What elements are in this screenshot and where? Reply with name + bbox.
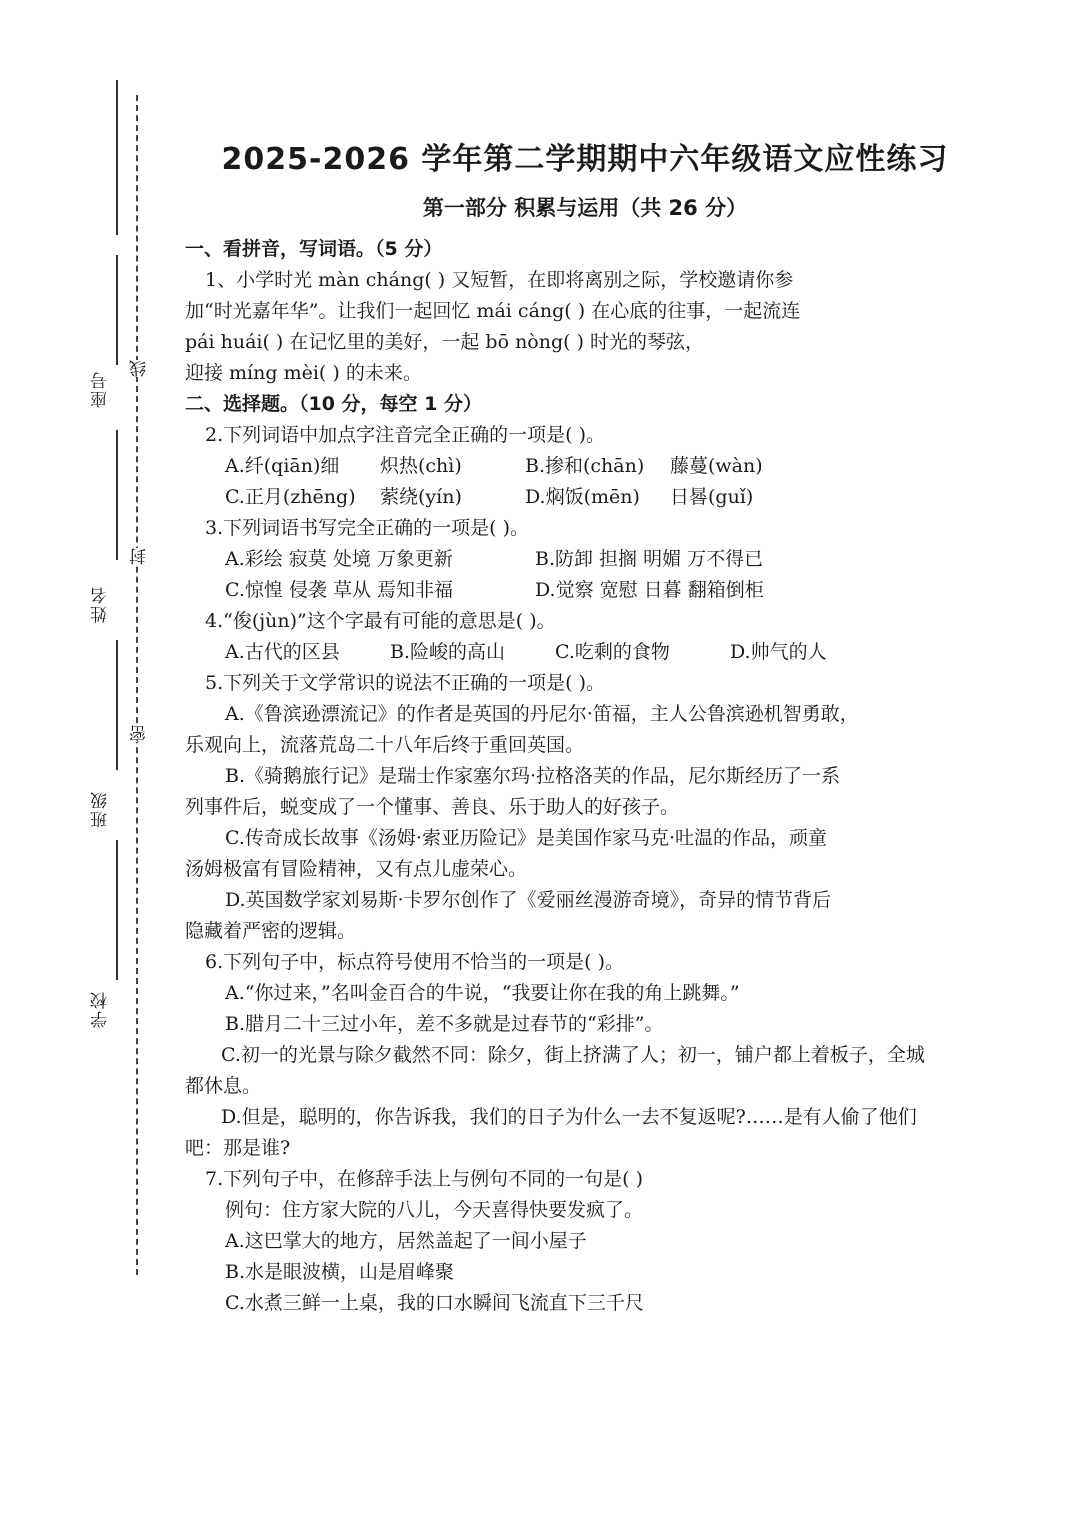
- name-label: 姓名: [91, 585, 111, 623]
- page-title: 2025-2026 学年第二学期期中六年级语文应性练习: [221, 142, 949, 177]
- q3-stem: 3.下列词语书写完全正确的一项是( )。: [205, 517, 529, 539]
- q2-option: 炽热(chì): [380, 455, 462, 477]
- seal-mark-seal: 封: [127, 548, 149, 565]
- margin-line-low: [116, 640, 118, 770]
- part-subtitle: 第一部分 积累与运用（共 26 分）: [422, 196, 748, 220]
- q2-option: 藤蔓(wàn): [670, 455, 763, 477]
- q7-stem: 7.下列句子中，在修辞手法上与例句不同的一句是( ): [205, 1168, 643, 1190]
- q4-option: B.险峻的高山: [390, 641, 506, 663]
- q7-option: B.水是眼波横，山是眉峰聚: [225, 1261, 455, 1283]
- q5-stem: 5.下列关于文学常识的说法不正确的一项是( )。: [205, 672, 605, 694]
- q6-line: C.初一的光景与除夕截然不同：除夕，街上挤满了人；初一，铺户都上着板子，全城: [221, 1044, 925, 1066]
- q4-option: A.古代的区县: [225, 641, 340, 663]
- q6-line: 吧：那是谁?: [185, 1137, 291, 1159]
- q2-options-row: [185, 451, 915, 482]
- section2-heading: 二、选择题。（10 分，每空 1 分）: [185, 393, 483, 415]
- q6-stem: 6.下列句子中，标点符号使用不恰当的一项是( )。: [205, 951, 624, 973]
- section1-heading: 一、看拼音，写词语。（5 分）: [185, 238, 443, 260]
- section1-line: 加“时光嘉年华”。让我们一起回忆 mái cáng( ) 在心底的往事，一起流连: [185, 300, 801, 322]
- section1-line: 迎接 míng mèi( ) 的未来。: [185, 362, 422, 384]
- class-label: 班级: [91, 790, 111, 828]
- margin-line-mid: [116, 430, 118, 560]
- q5-line: 乐观向上，流落荒岛二十八年后终于重回英国。: [185, 734, 585, 756]
- q7-example: 例句：住方家大院的八儿，今天喜得快要发疯了。: [225, 1199, 644, 1221]
- margin-line-top: [116, 80, 118, 235]
- q2-option: A.纤(qiān)细: [225, 455, 340, 477]
- q5-line: B.《骑鹅旅行记》是瑞士作家塞尔玛·拉格洛芙的作品，尼尔斯经历了一系: [225, 765, 841, 787]
- q2-option: C.正月(zhēng): [225, 486, 356, 508]
- q2-option: 萦绕(yín): [380, 486, 462, 508]
- q4-option: C.吃剩的食物: [555, 641, 670, 663]
- q4-option: D.帅气的人: [730, 641, 827, 663]
- margin-line-bottom: [116, 840, 118, 980]
- q3-options-row: [185, 544, 915, 575]
- q6-line: 都休息。: [185, 1075, 262, 1097]
- q4-stem: 4.“俊(jùn)”这个字最有可能的意思是( )。: [205, 610, 556, 632]
- q2-stem: 2.下列词语中加点字注音完全正确的一项是( )。: [205, 424, 605, 446]
- q5-line: 列事件后，蜕变成了一个懂事、善良、乐于助人的好孩子。: [185, 796, 680, 818]
- q5-line: D.英国数学家刘易斯·卡罗尔创作了《爱丽丝漫游奇境》，奇异的情节背后: [225, 889, 832, 911]
- q6-line: D.但是，聪明的，你告诉我，我们的日子为什么一去不复返呢?……是有人偷了他们: [221, 1106, 917, 1128]
- q2-option: D.焖饭(mēn): [525, 486, 640, 508]
- q7-option: A.这巴掌大的地方，居然盖起了一间小屋子: [225, 1230, 587, 1252]
- margin-line-name: [116, 255, 118, 365]
- exam-content: [185, 234, 925, 1319]
- section1-line: pái huái( ) 在记忆里的美好，一起 bō nòng( ) 时光的琴弦，: [185, 331, 705, 353]
- q7-option: C.水煮三鲜一上桌，我的口水瞬间飞流直下三千尺: [225, 1292, 644, 1314]
- q2-option: B.掺和(chān): [525, 455, 645, 477]
- q3-options-row: [185, 575, 915, 606]
- seal-mark-secret: 密: [127, 725, 149, 742]
- q6-line: A.“你过来，”名叫金百合的牛说，“我要让你在我的角上跳舞。”: [225, 982, 740, 1004]
- seal-dashed-line: [136, 95, 138, 1275]
- q5-line: 汤姆极富有冒险精神，又有点儿虚荣心。: [185, 858, 528, 880]
- seat-number-label: 座号: [91, 370, 111, 408]
- seal-mark-line: 线: [127, 360, 149, 377]
- q2-option: 日晷(guǐ): [670, 486, 754, 508]
- section1-line: 1、小学时光 màn cháng( ) 又短暂，在即将离别之际，学校邀请你参: [205, 269, 794, 291]
- q3-option: A.彩绘 寂莫 处境 万象更新: [225, 548, 453, 570]
- q2-options-row: [185, 482, 915, 513]
- q6-line: B.腊月二十三过小年，差不多就是过春节的“彩排”。: [225, 1013, 664, 1035]
- q3-option: D.觉察 宽慰 日暮 翻箱倒柜: [535, 579, 764, 601]
- q5-line: C.传奇成长故事《汤姆·索亚历险记》是美国作家马克·吐温的作品，顽童: [225, 827, 827, 849]
- q3-option: B.防卸 担搁 明媚 万不得已: [535, 548, 764, 570]
- q4-options-row: [185, 637, 915, 668]
- q5-line: A.《鲁滨逊漂流记》的作者是英国的丹尼尔·笛福，主人公鲁滨逊机智勇敢，: [225, 703, 859, 725]
- q5-line: 隐藏着严密的逻辑。: [185, 920, 357, 942]
- q3-option: C.惊惶 侵袭 草从 焉知非福: [225, 579, 454, 601]
- school-label: 学校: [91, 990, 111, 1028]
